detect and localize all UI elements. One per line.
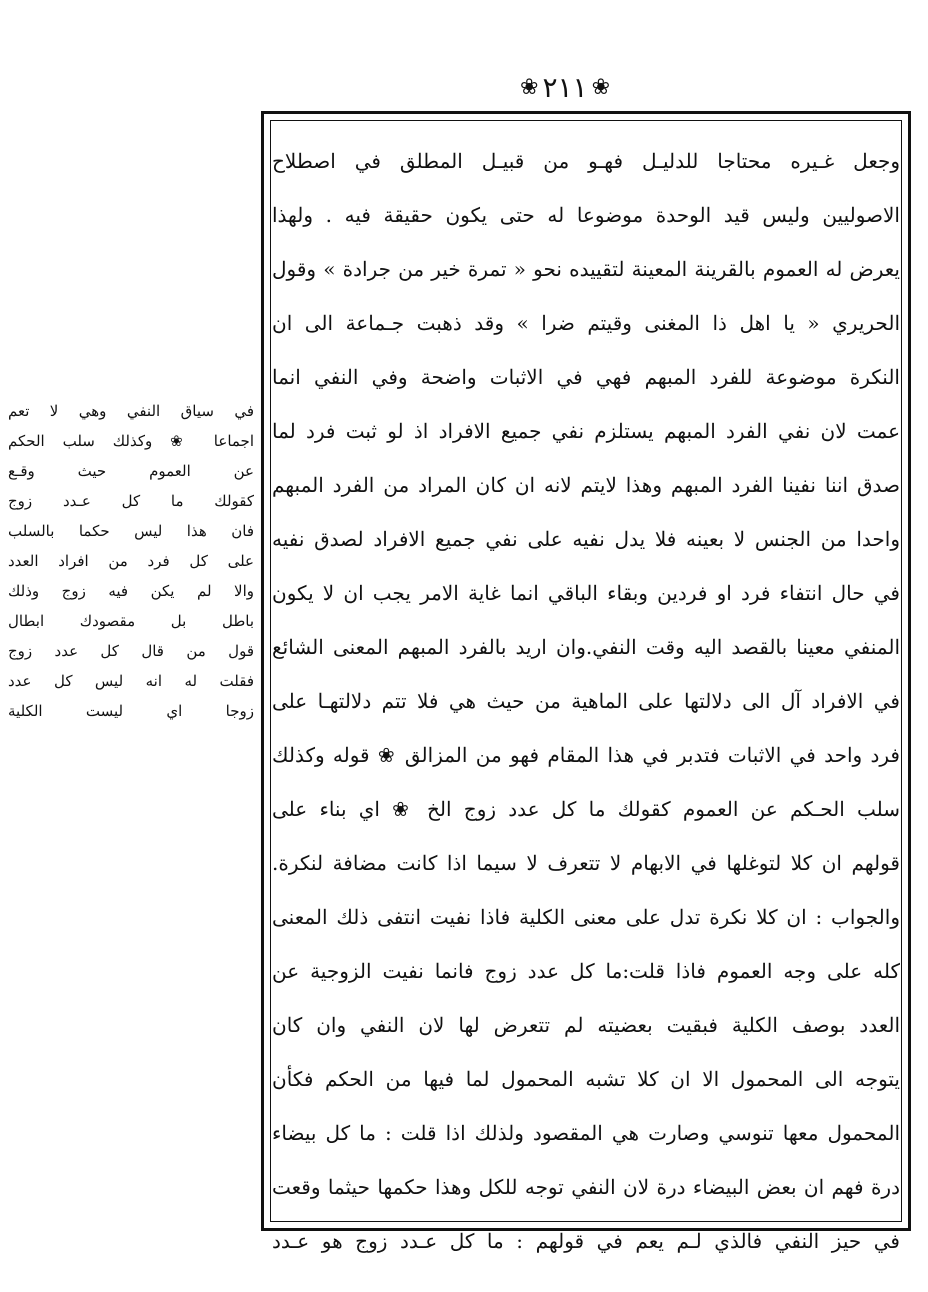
margin-text-line: زوجا اي ليست الكلية <box>8 702 254 720</box>
page-number-header <box>500 66 630 106</box>
margin-text-line: عن العموم حيث وقـع <box>8 462 254 480</box>
page-number: ٢١١ <box>542 70 588 104</box>
ornament-left-icon: ❀ <box>591 74 610 100</box>
main-text-line: في حال انتفاء فرد او فردين وبقاء الباقي انما غاية الامر يجب ان لا يكون <box>272 581 900 605</box>
main-text-line: المحمول معها تنوسي وصارت هي المقصود ولذلك اذا قلت : ما كل بيضاء <box>272 1121 900 1145</box>
margin-text-line: والا لم يكن فيه زوج وذلك <box>8 582 254 600</box>
margin-text-line: فان هذا ليس حكما بالسلب <box>8 522 254 540</box>
main-text-line: قولهم ان كلا لتوغلها في الابهام لا تتعرف لا سيما اذا كانت مضافة لنكرة. <box>272 851 900 875</box>
main-text-line: عمت لان نفي الفرد المبهم يستلزم نفي جميع الافراد اذ لو ثبت فرد لما <box>272 419 900 443</box>
main-text-line: كله على وجه العموم فاذا قلت:ما كل عدد زوج فانما نفيت الزوجية عن <box>272 959 900 983</box>
main-text-line: فرد واحد في الاثبات فتدبر في هذا المقام فهو من المزالق ❀ قوله وكذلك <box>272 743 900 767</box>
margin-text-line: قول من قال كل عدد زوج <box>8 642 254 660</box>
main-text-line: وجعل غـيره محتاجا للدليـل فهـو من قبيـل المطلق في اصطلاح <box>272 149 900 173</box>
margin-text-line: في سياق النفي وهي لا تعم <box>8 402 254 420</box>
main-text-line: يتوجه الى المحمول الا ان كلا تشبه المحمول لما فيها من الحكم فكأن <box>272 1067 900 1091</box>
main-text-line: النكرة موضوعة للفرد المبهم فهي في الاثبات واضحة وفي النفي انما <box>272 365 900 389</box>
main-text-line: العدد بوصف الكلية فبقيت بعضيته لم تتعرض لها لان النفي وان كان <box>272 1013 900 1037</box>
main-text-line: سلب الحـكم عن العموم كقولك ما كل عدد زوج الخ ❀ اي بناء على <box>272 797 900 821</box>
margin-text-line: باطل بل مقصودك ابطال <box>8 612 254 630</box>
main-text-line: في الافراد آل الى دلالتها على الماهية من حيث هي فلا تتم دلالتهـا على <box>272 689 900 713</box>
margin-text-line: كقولك ما كل عـدد زوج <box>8 492 254 510</box>
main-text-line: واحدا من الجنس لا بعينه فلا يدل نفيه على نفي جميع الافراد لصدق نفيه <box>272 527 900 551</box>
ornament-right-icon: ❀ <box>520 74 539 100</box>
main-text-line: الحريري « يا اهل ذا المغنى وقيتم ضرا » وقد ذهبت جـماعة الى ان <box>272 311 900 335</box>
main-text-line: الاصوليين وليس قيد الوحدة موضوعا له حتى يكون حقيقة فيه . ولهذا <box>272 203 900 227</box>
main-text-line: المنفي معينا بالقصد اليه وقت النفي.وان اريد بالفرد المبهم المعنى الشائع <box>272 635 900 659</box>
margin-text-line: اجماعا ❀ وكذلك سلب الحكم <box>8 432 254 450</box>
main-text-block <box>272 134 900 1268</box>
main-text-line: في حيز النفي فالذي لـم يعم في قولهم : ما كل عـدد زوج هو عـدد <box>272 1229 900 1253</box>
main-text-line: يعرض له العموم بالقرينة المعينة لتقييده نحو « تمرة خير من جرادة » وقول <box>272 257 900 281</box>
margin-text-line: على كل فرد من افراد العدد <box>8 552 254 570</box>
main-text-line: صدق اننا نفينا الفرد المبهم وهذا لايتم لانه ان كان المراد من الفرد المبهم <box>272 473 900 497</box>
main-text-line: والجواب : ان كلا نكرة تدل على معنى الكلية فاذا نفيت انتفى ذلك المعنى <box>272 905 900 929</box>
margin-text-line: فقلت له انه ليس كل عدد <box>8 672 254 690</box>
main-text-line: درة فهم ان بعض البيضاء درة لان النفي توجه للكل وهذا حكمها حيثما وقعت <box>272 1175 900 1199</box>
margin-commentary <box>8 396 254 726</box>
